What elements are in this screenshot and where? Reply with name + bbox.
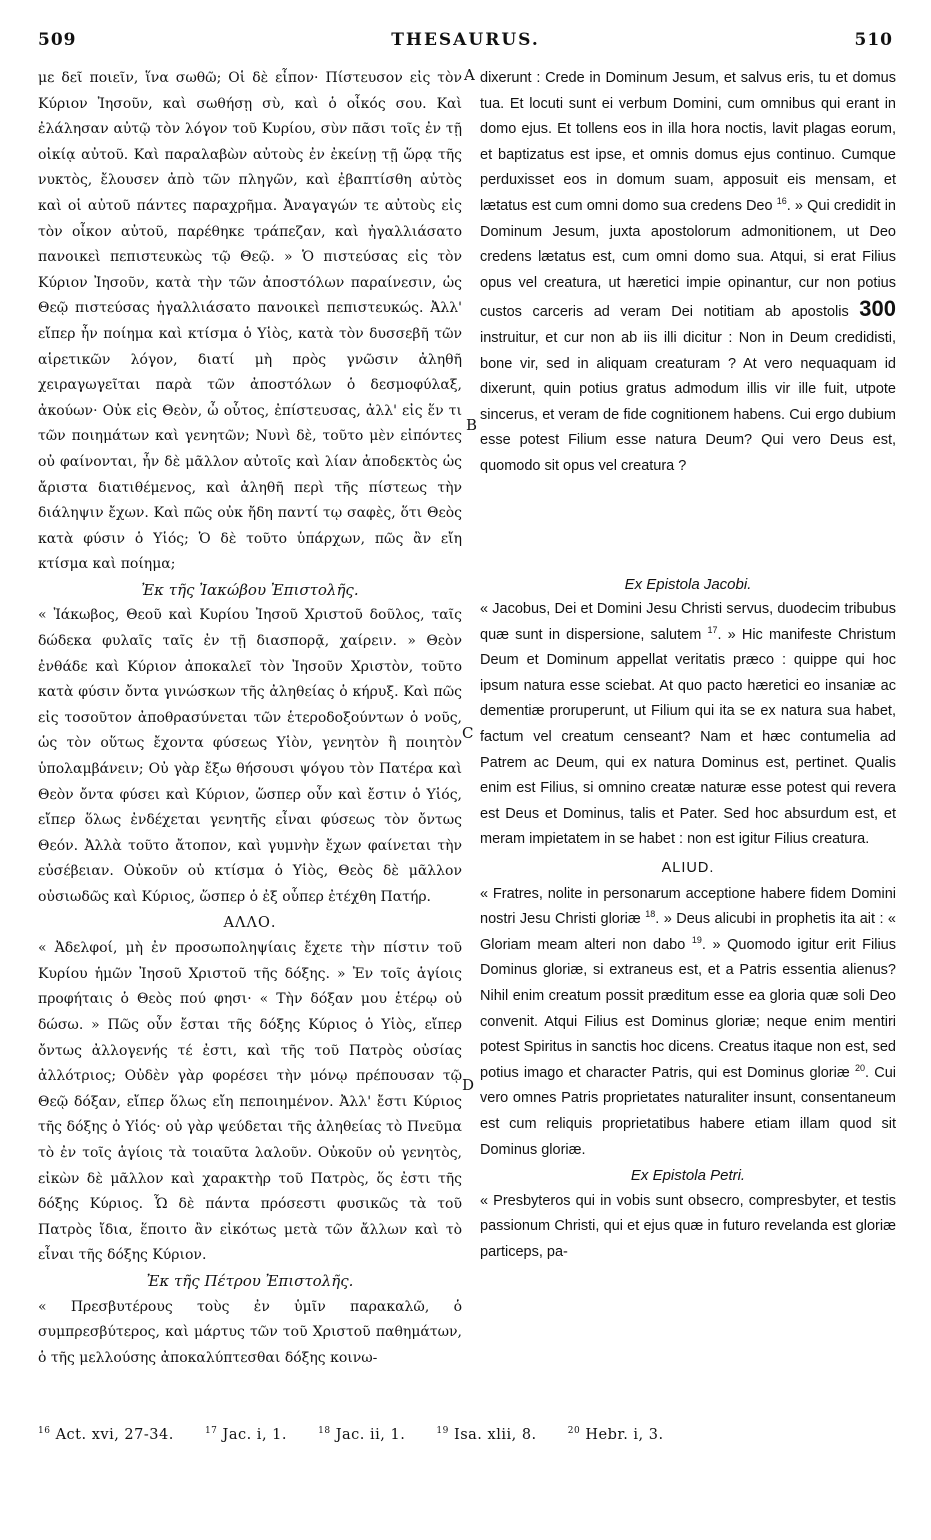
footnote [38,1427,174,1443]
latin-heading-petri: Ex Epistola Petri. [630,1167,746,1185]
footnote-text: Isa. xlii, 8. [453,1427,537,1443]
running-title: THESAURUS. [391,30,540,50]
greek-paragraph-2: « Ἰάκωβος, Θεοῦ καὶ Κυρίου Ἰησοῦ Χριστοῦ δοῦλος, ταῖς δώδεκα φυλαῖς ταῖς ἐν τῇ διασπορᾷ, χαίρειν. » Θεὸν ἐνθάδε καὶ Κύριον ἀποκαλεῖ τὸν Ἰησοῦν Χριστὸν, τοῦτο κατὰ φύσιν ὄντα γινώσκων τῆς ἀληθείας ὁ κήρυξ. Καὶ πῶς εἰς τοσοῦτον ἀποθρασύνεται τῶν ἑτεροδοξούντων ὁ νοῦς, ὡς τὸν οὕτως ἔχοντα φύσεως Υἱὸν, γενητὸν ἢ ποιητὸν ὑπολαμβάνειν; Οὐ γὰρ ἔξω θήσουσι ψόγου τὸν Πατέρα καὶ Θεὸν ὄντα φύσει καὶ Κύριον, ὥσπερ οὖν καὶ ἔστιν ὁ Υἱός, εἴπερ ὅλως ἐνδέχεται γενητῆς εἶναι φύσεως τὸν ὄντως Θεόν. Ἀλλὰ τοῦτο ἄτοπον, καὶ γυμνὴν ἔχων φαίνεται τὴν εὐσέβειαν. Οὐκοῦν οὐ κτίσμα ὁ Υἱὸς, Θεὸς δὲ μᾶλλον οὐσιωδῶς καὶ Κύριος, ὥσπερ ὁ ἐξ οὗπερ ἐτέχθη Πατήρ. [38,607,462,905]
footnote-text: Act. xvi, 27-34. [55,1427,174,1443]
footnote [205,1427,287,1443]
latin-text: « Fratres, nolite in personarum acceptione habere fidem Domini nostri Jesu Christi gloriæ [480,885,896,928]
latin-text: . Cui vero omnes Patris proprietates naturaliter insunt, consentaneum est cum reliquis proprietatibus habere etiam illam quod sit Dominus gloriæ. [480,1064,896,1158]
greek-paragraph-3: « Ἀδελφοί, μὴ ἐν προσωποληψίαις ἔχετε τὴν πίστιν τοῦ Κυρίου ἡμῶν Ἰησοῦ Χριστοῦ τῆς δόξης. » Ἐν τοῖς ἁγίοις προφήταις ὁ Θεὸς πού φησι· « Τὴν δόξαν μου ἑτέρῳ οὐ δώσω. » Πῶς οὖν ἔσται τῆς δόξης Κύριος ὁ Υἱὸς, εἴπερ ὄντως ἀλλογενής τέ ἐστι, καὶ τῆς τοῦ Πατρὸς οὐσίας ἀλλότριος; Οὐδὲν γὰρ φορέσει τὴν μόνῳ πρέπουσαν τῷ Θεῷ δόξαν, εἴπερ ὅλως εἴη πεποιημένον. Ἀλλ' ἔστι Κύριος τῆς δόξης ὁ Υἱός· οὐ γὰρ ψεύδεται τῆς ἀληθείας τὸ Πνεῦμα τὸ ἐν τοῖς ἁγίοις τὰ τοιαῦτα λαλοῦν. Οὐκοῦν οὐ γενητὸς, εἰκὼν δὲ μᾶλλον καὶ χαρακτὴρ τοῦ Πατρὸς, ὅς ἐστι τῆς δόξης Κύριος. Ὧ δὲ πάντα πρόσεστι φυσικῶς τὰ τοῦ Πατρὸς ἴδια, ἕποιτο ἂν εἰκότως μετὰ τῶν ἄλλων καὶ τὸ εἶναι τῆς δόξης Κύριον. [38,940,462,1264]
footnote-ref: 19 [691,934,702,945]
footnote-number: 17 [204,1426,218,1437]
running-header [38,30,893,60]
margin-letter-b: B [466,416,478,434]
greek-heading-allo: ΑΛΛΟ. [223,914,277,931]
latin-paragraph-3 [480,882,896,1164]
latin-paragraph-1 [480,66,896,480]
margin-letter-a: A [464,66,475,84]
footnote-ref: 20 [854,1062,865,1073]
footnote-number: 20 [567,1426,581,1437]
greek-paragraph-4: « Πρεσβυτέρους τοὺς ἐν ὑμῖν παρακαλῶ, ὁ συμπρεσβύτερος, καὶ μάρτυς τῶν τοῦ Χριστοῦ παθημάτων, ὁ τῆς μελλούσης ἀποκαλύπτεσθαι δόξης κοινω- [38,1298,462,1366]
latin-column [480,66,896,1266]
latin-text: . » Qui credidit in Dominum Jesum, juxta apostolorum admonitionem, ut Deo credens lætatus est, cum omni domo sua. Atqui, si erat Filius opus vel creatura, ut hæretici impie opinantur, cur non potius custos carceris ad veram Dei notitiam ab apostolis [480,197,896,321]
latin-text: . » Hic manifeste Christum Deum et Dominum appellat veritatis præco : quippe qui hoc ipsum natura esse sciebat. At quo pacto hæretici eo insaniæ ac dementiæ proruperunt, ut Filium qui ita se ex natura sua habet, factum vel creatum censeant? Nam et hæc contumelia ad Patrem ac Deum, qui ex natura Dominus est, pertinet. Qualis enim est Filius, si omnino creatæ naturæ esse potest qui revera est Deus et Dominus, talis et Pater. Sed hoc absurdum est, et meram impietatem in se habet : non est igitur Filius creatura. [480,626,896,848]
footnote-ref: 16 [776,196,787,207]
footnote [318,1427,405,1443]
latin-paragraph-4: « Presbyteros qui in vobis sunt obsecro, compresbyter, et testis passionum Christi, qui et ejus quæ in futuro revelanda est gloriæ particeps, pa- [480,1192,896,1260]
latin-paragraph-2 [480,597,896,853]
footnote-number: 18 [318,1426,331,1437]
footnote [568,1427,664,1443]
footnote-text: Hebr. i, 3. [585,1427,664,1443]
footnote-text: Jac. i, 1. [222,1427,288,1443]
greek-column [38,66,462,1371]
footnote-number: 16 [38,1426,51,1437]
latin-heading-aliud: ALIUD. [661,860,715,877]
footnotes [38,1427,893,1443]
footnote-number: 19 [436,1426,449,1437]
latin-text: . » Deus alicubi in prophetis ita ait : « Gloriam meam alteri non dabo [480,911,896,953]
latin-heading-jacobi: Ex Epistola Jacobi. [624,575,752,593]
latin-text: instruitur, et cur non ab iis illi dicitur : Non in Deum credidisti, bone vir, sed in aliquam creaturam ? At vero nequaquam id dixerunt, quin potius gratus admodum illis vir ille fuit, utpote sincerus, et veram de fide cognitionem habens. Cui ergo dubium esse potest Filium esse natura Deum? Qui vero Deus est, quomodo sit opus vel creatura ? [480,329,896,474]
margin-letter-c: C [462,724,474,742]
footnote-text: Jac. ii, 1. [335,1427,406,1443]
footnote [436,1427,536,1443]
right-page-number: 510 [854,30,893,50]
latin-text: . » Quomodo igitur erit Filius Dominus gloriæ, si extraneus est, et a Patris essentia alienus? Nihil enim creatum possit præditum esse ea gloria quæ soli Deo convenit. Atqui Filius est Dominus gloriæ; neque enim mentiri potest Spiritus in sanctis hoc dicens. Creatus itaque non est, sed potius imago et character Patris, qui est Dominus gloriæ [480,936,897,1081]
greek-heading-petri: Ἐκ τῆς Πέτρου Ἐπιστολῆς. [146,1271,354,1290]
column-number: 300 [859,296,896,322]
greek-paragraph-1: με δεῖ ποιεῖν, ἵνα σωθῶ; Οἱ δὲ εἶπον· Πίστευσον εἰς τὸν Κύριον Ἰησοῦν, καὶ σωθήσῃ σὺ, καὶ ὁ οἶκός σου. Καὶ ἐλάλησαν αὐτῷ τὸν λόγον τοῦ Κυρίου, σὺν πᾶσι τοῖς ἐν τῇ οἰκίᾳ αὐτοῦ. Καὶ παραλαβὼν αὐτοὺς ἐν ἐκείνῃ τῇ ὥρᾳ τῆς νυκτὸς, ἔλουσεν ἀπὸ τῶν πληγῶν, καὶ ἐβαπτίσθη αὐτὸς καὶ οἱ αὐτοῦ πάντες παραχρῆμα. Ἀναγαγών τε αὐτοὺς εἰς τὸν οἶκον αὐτοῦ, παρέθηκε τράπεζαν, καὶ ἠγαλλιάσατο πανοικεὶ πεπιστευκὼς τῷ Θεῷ. » Ὁ πιστεύσας εἰς τὸν Κύριον Ἰησοῦν, κατὰ τὴν τῶν ἀποστόλων παραίνεσιν, ὡς Θεῷ πιστεύσας ἠγαλλιάσατο πανοικεὶ πεπιστευκώς. Ἀλλ' εἴπερ ἦν ποίημα καὶ κτίσμα ὁ Υἱὸς, κατὰ τὸν δυσσεβῆ τῶν αἱρετικῶν λόγον, διατί μὴ πρὸς γνῶσιν ἀληθῆ χειραγωγεῖται παρὰ τῶν ἀποστόλων ὁ δεσμοφύλαξ, ἀκούων· Οὐκ εἰς Θεὸν, ὦ οὗτος, ἐπίστευσας, ἀλλ' εἰς ἕν τι τῶν ποιημάτων καὶ γενητῶν; Νυνὶ δὲ, τοῦτο μὲν εἰπόντες οὐ φαίνονται, ἦν δὲ μᾶλλον αὐτοῖς καὶ λίαν ἀποδεκτὸς ὡς ἄριστα διατιθέμενος, καὶ ἀληθῆ περὶ τῆς πίστεως τὴν διάληψιν ἔχων. Καὶ πῶς οὐκ ἤδη παντί τῳ σαφὲς, ὅτι Θεὸς κατὰ φύσιν ὁ Υἱός; Ὁ δὲ τοῦτο ὑπάρχων, πῶς ἂν εἴη κτίσμα καὶ ποίημα; [38,70,462,573]
footnote-ref: 17 [707,624,718,635]
latin-text: « Jacobus, Dei et Domini Jesu Christi servus, duodecim tribubus quæ sunt in dispersione, salutem [480,601,896,643]
greek-heading-jacobi: Ἐκ τῆς Ἰακώβου Ἐπιστολῆς. [141,580,359,599]
latin-text: dixerunt : Crede in Dominum Jesum, et salvus eris, tu et domus tua. Et locuti sunt ei verbum Domini, cum omnibus qui erant in domo ejus. Et tollens eos in illa hora noctis, lavit plagas eorum, et baptizatus est ipse, et omnis domus ejus continuo. Cumque perduxisset eos in domum suam, apposuit eis mensam, et lætatus est cum omni domo sua credens Deo [480,70,896,214]
spacer [480,480,896,572]
margin-letter-d: D [462,1076,475,1094]
footnote-ref: 18 [645,909,656,920]
left-page-number: 509 [38,30,77,50]
